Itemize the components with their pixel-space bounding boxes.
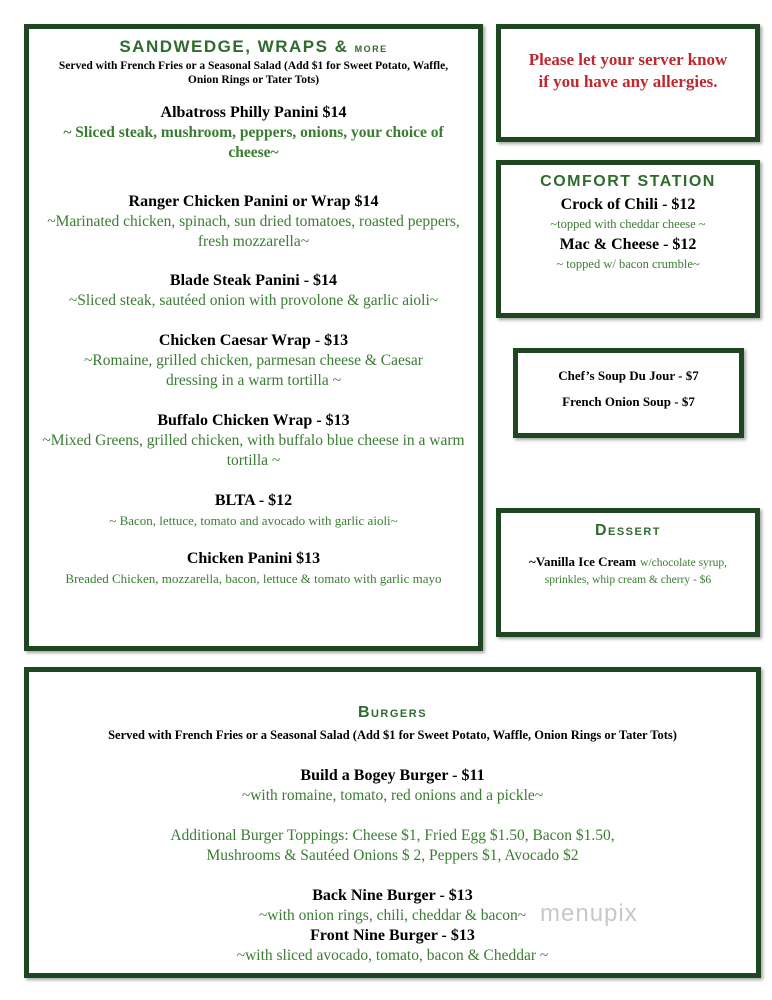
item-desc: ~Marinated chicken, spinach, sun dried tomatoes, roasted peppers, fresh mozzarella~ <box>47 213 460 250</box>
dessert-name: ~Vanilla Ice Cream <box>528 554 637 569</box>
dessert-section <box>496 508 760 637</box>
menu-item <box>29 491 478 531</box>
item-name: Chicken Caesar Wrap - $13 <box>158 332 349 349</box>
sandwiches-section <box>24 24 483 651</box>
menu-item <box>29 331 478 391</box>
item-name: Buffalo Chicken Wrap - $13 <box>157 412 350 429</box>
item-desc: ~Romaine, grilled chicken, parmesan cheese & Caesar dressing in a warm tortilla ~ <box>84 352 423 389</box>
item-name: BLTA - $12 <box>214 492 293 509</box>
item-desc: ~with romaine, tomato, red onions and a pickle~ <box>241 787 544 804</box>
menu-item <box>501 235 755 273</box>
comfort-title: COMFORT STATION <box>540 173 716 190</box>
item-desc: Breaded Chicken, mozzarella, bacon, lettuce & tomato with garlic mayo <box>65 571 442 586</box>
toppings-line-2: Mushrooms & Sautéed Onions $ 2, Peppers $1, Avocado $2 <box>206 847 579 864</box>
item-desc-tail: cheese~ <box>228 144 279 161</box>
allergy-notice <box>496 24 760 142</box>
item-name: Ranger Chicken Panini or Wrap $14 <box>128 193 379 210</box>
soup-item: Chef’s Soup Du Jour - $7 <box>558 368 699 383</box>
allergy-line-2: if you have any allergies. <box>538 72 718 91</box>
item-name: Back Nine Burger - $13 <box>312 887 473 904</box>
item-desc: ~with sliced avocado, tomato, bacon & Cheddar ~ <box>236 947 549 964</box>
item-desc: ~topped with cheddar cheese ~ <box>550 217 706 231</box>
menu-item <box>29 192 478 252</box>
burgers-section <box>24 667 761 978</box>
watermark-logo: menupix <box>540 900 638 927</box>
menu-item <box>29 766 756 806</box>
menu-item <box>501 195 755 233</box>
item-desc: ~ Sliced steak, mushroom, peppers, onions, your choice of <box>63 124 444 141</box>
menu-item <box>29 411 478 471</box>
dessert-desc-2: sprinkles, whip cream & cherry - $6 <box>544 574 712 586</box>
dessert-title: Dessert <box>594 522 662 539</box>
item-name: Blade Steak Panini - $14 <box>169 272 338 289</box>
item-desc: ~ topped w/ bacon crumble~ <box>556 257 700 271</box>
menu-item <box>29 271 478 311</box>
soup-item: French Onion Soup - $7 <box>562 394 695 409</box>
item-name: Mac & Cheese - $12 <box>559 236 697 253</box>
item-name: Front Nine Burger - $13 <box>310 927 475 944</box>
dessert-item <box>501 553 755 589</box>
sandwiches-note: Served with French Fries or a Seasonal Salad (Add $1 for Sweet Potato, Waffle, Onion Rings or Tater Tots) <box>58 60 449 86</box>
menu-item <box>29 926 756 966</box>
dessert-desc-1: w/chocolate syrup, <box>640 557 728 569</box>
item-desc: ~ Bacon, lettuce, tomato and avocado with garlic aioli~ <box>109 513 398 528</box>
burger-toppings <box>29 826 756 866</box>
menu-item <box>29 886 756 926</box>
burgers-title: Burgers <box>357 704 428 721</box>
item-desc: ~with onion rings, chili, cheddar & bacon~ <box>258 907 527 924</box>
item-name: Chicken Panini $13 <box>186 550 321 567</box>
burgers-note: Served with French Fries or a Seasonal Salad (Add $1 for Sweet Potato, Waffle, Onion Rings or Tater Tots) <box>108 728 677 742</box>
item-desc: ~Sliced steak, sautéed onion with provolone & garlic aioli~ <box>68 292 439 309</box>
item-name: Crock of Chili - $12 <box>560 196 696 213</box>
menu-item <box>29 549 478 589</box>
sandwiches-title: SANDWEDGE, WRAPS & more <box>119 37 388 56</box>
comfort-station-section <box>496 160 760 318</box>
item-name: Albatross Philly Panini $14 <box>160 104 347 121</box>
menu-item <box>29 103 478 163</box>
soups-section <box>513 348 744 438</box>
allergy-line-1: Please let your server know <box>528 50 728 69</box>
toppings-line-1: Additional Burger Toppings: Cheese $1, Fried Egg $1.50, Bacon $1.50, <box>170 827 615 844</box>
item-desc: ~Mixed Greens, grilled chicken, with buffalo blue cheese in a warm tortilla ~ <box>42 432 465 469</box>
item-name: Build a Bogey Burger - $11 <box>300 767 485 784</box>
